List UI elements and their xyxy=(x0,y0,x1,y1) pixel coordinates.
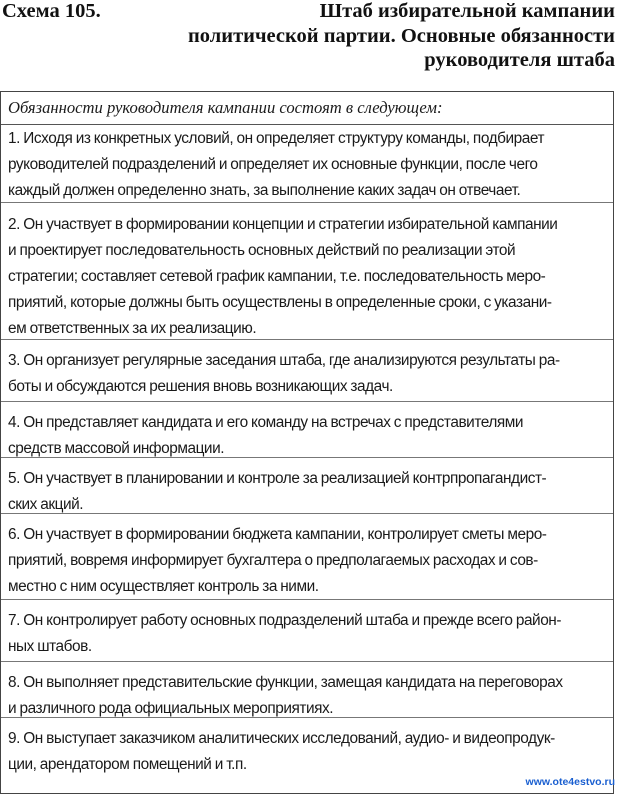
duty-line: 9. Он выступает заказчиком аналитических исследований, аудио- и видеопродук- xyxy=(8,730,555,747)
duty-line: 5. Он участвует в планировании и контроле за реализацией контрпропагандист- xyxy=(8,470,547,487)
duty-line: руководителей подразделений и определяет их основные функции, после чего xyxy=(8,156,538,173)
duty-item xyxy=(8,348,560,400)
duty-line: приятий, вовремя информирует бухгалтера о предполагаемых расходах и сов- xyxy=(8,552,538,569)
item-separator xyxy=(1,401,613,402)
duty-line: 7. Он контролирует работу основных подразделений штаба и прежде всего район- xyxy=(8,612,562,629)
title-line: политической партии. Основные обязанности xyxy=(188,24,615,47)
duty-item xyxy=(8,608,561,660)
item-separator xyxy=(1,339,613,340)
duty-item xyxy=(8,212,557,342)
duty-line: ских акций. xyxy=(8,496,84,513)
duty-line: и проектирует последовательность основных действий по реализации этой xyxy=(8,242,516,259)
intro-text: Обязанности руководителя кампании состоят в следующем: xyxy=(8,98,443,117)
divider xyxy=(1,124,613,125)
duty-item xyxy=(8,670,563,722)
watermark: www.ote4estvo.ru xyxy=(525,776,615,788)
duty-line: приятий, которые должны быть осуществлены в определенные сроки, с указани- xyxy=(8,294,552,311)
duty-line: ции, арендатором помещений и т.п. xyxy=(8,756,247,773)
page-header xyxy=(0,0,619,72)
scheme-label: Схема 105. xyxy=(2,0,101,22)
duties-box xyxy=(0,91,614,794)
duty-line: местно с ним осуществляет контроль за ними. xyxy=(8,578,319,595)
duty-item xyxy=(8,126,544,204)
duty-line: 6. Он участвует в формировании бюджета кампании, контролирует сметы меро- xyxy=(8,526,547,543)
duty-line: боты и обсуждаются решения вновь возникающих задач. xyxy=(8,378,393,395)
duty-line: 2. Он участвует в формировании концепции и стратегии избирательной кампании xyxy=(8,216,558,233)
duty-line: 1. Исходя из конкретных условий, он определяет структуру команды, подбирает xyxy=(8,130,545,147)
duty-line: каждый должен определенно знать, за выполнение каких задач он отвечает. xyxy=(8,182,521,199)
item-separator xyxy=(1,457,613,458)
item-separator xyxy=(1,599,613,600)
item-separator xyxy=(1,717,613,718)
item-separator xyxy=(1,513,613,514)
item-separator xyxy=(1,661,613,662)
item-separator xyxy=(1,202,613,203)
duty-line: стратегии; составляет сетевой график кампании, т.е. последовательность меро- xyxy=(8,268,546,285)
title-line: руководителя штаба xyxy=(424,49,615,71)
scheme-title xyxy=(115,0,615,73)
duty-line: 8. Он выполняет представительские функции, замещая кандидата на переговорах xyxy=(8,674,563,691)
duty-item xyxy=(8,410,523,462)
duty-line: и различного рода официальных мероприятиях. xyxy=(8,700,334,717)
duty-item xyxy=(8,522,546,600)
duty-line: ем ответственных за их реализацию. xyxy=(8,320,257,337)
duty-item xyxy=(8,726,555,778)
title-line: Штаб избирательной кампании xyxy=(319,0,615,22)
duty-line: средств массовой информации. xyxy=(8,440,225,457)
duty-line: ных штабов. xyxy=(8,638,92,655)
duty-item xyxy=(8,466,546,518)
duty-line: 3. Он организует регулярные заседания штаба, где анализируются результаты ра- xyxy=(8,352,560,369)
duty-line: 4. Он представляет кандидата и его команду на встречах с представителями xyxy=(8,414,524,431)
